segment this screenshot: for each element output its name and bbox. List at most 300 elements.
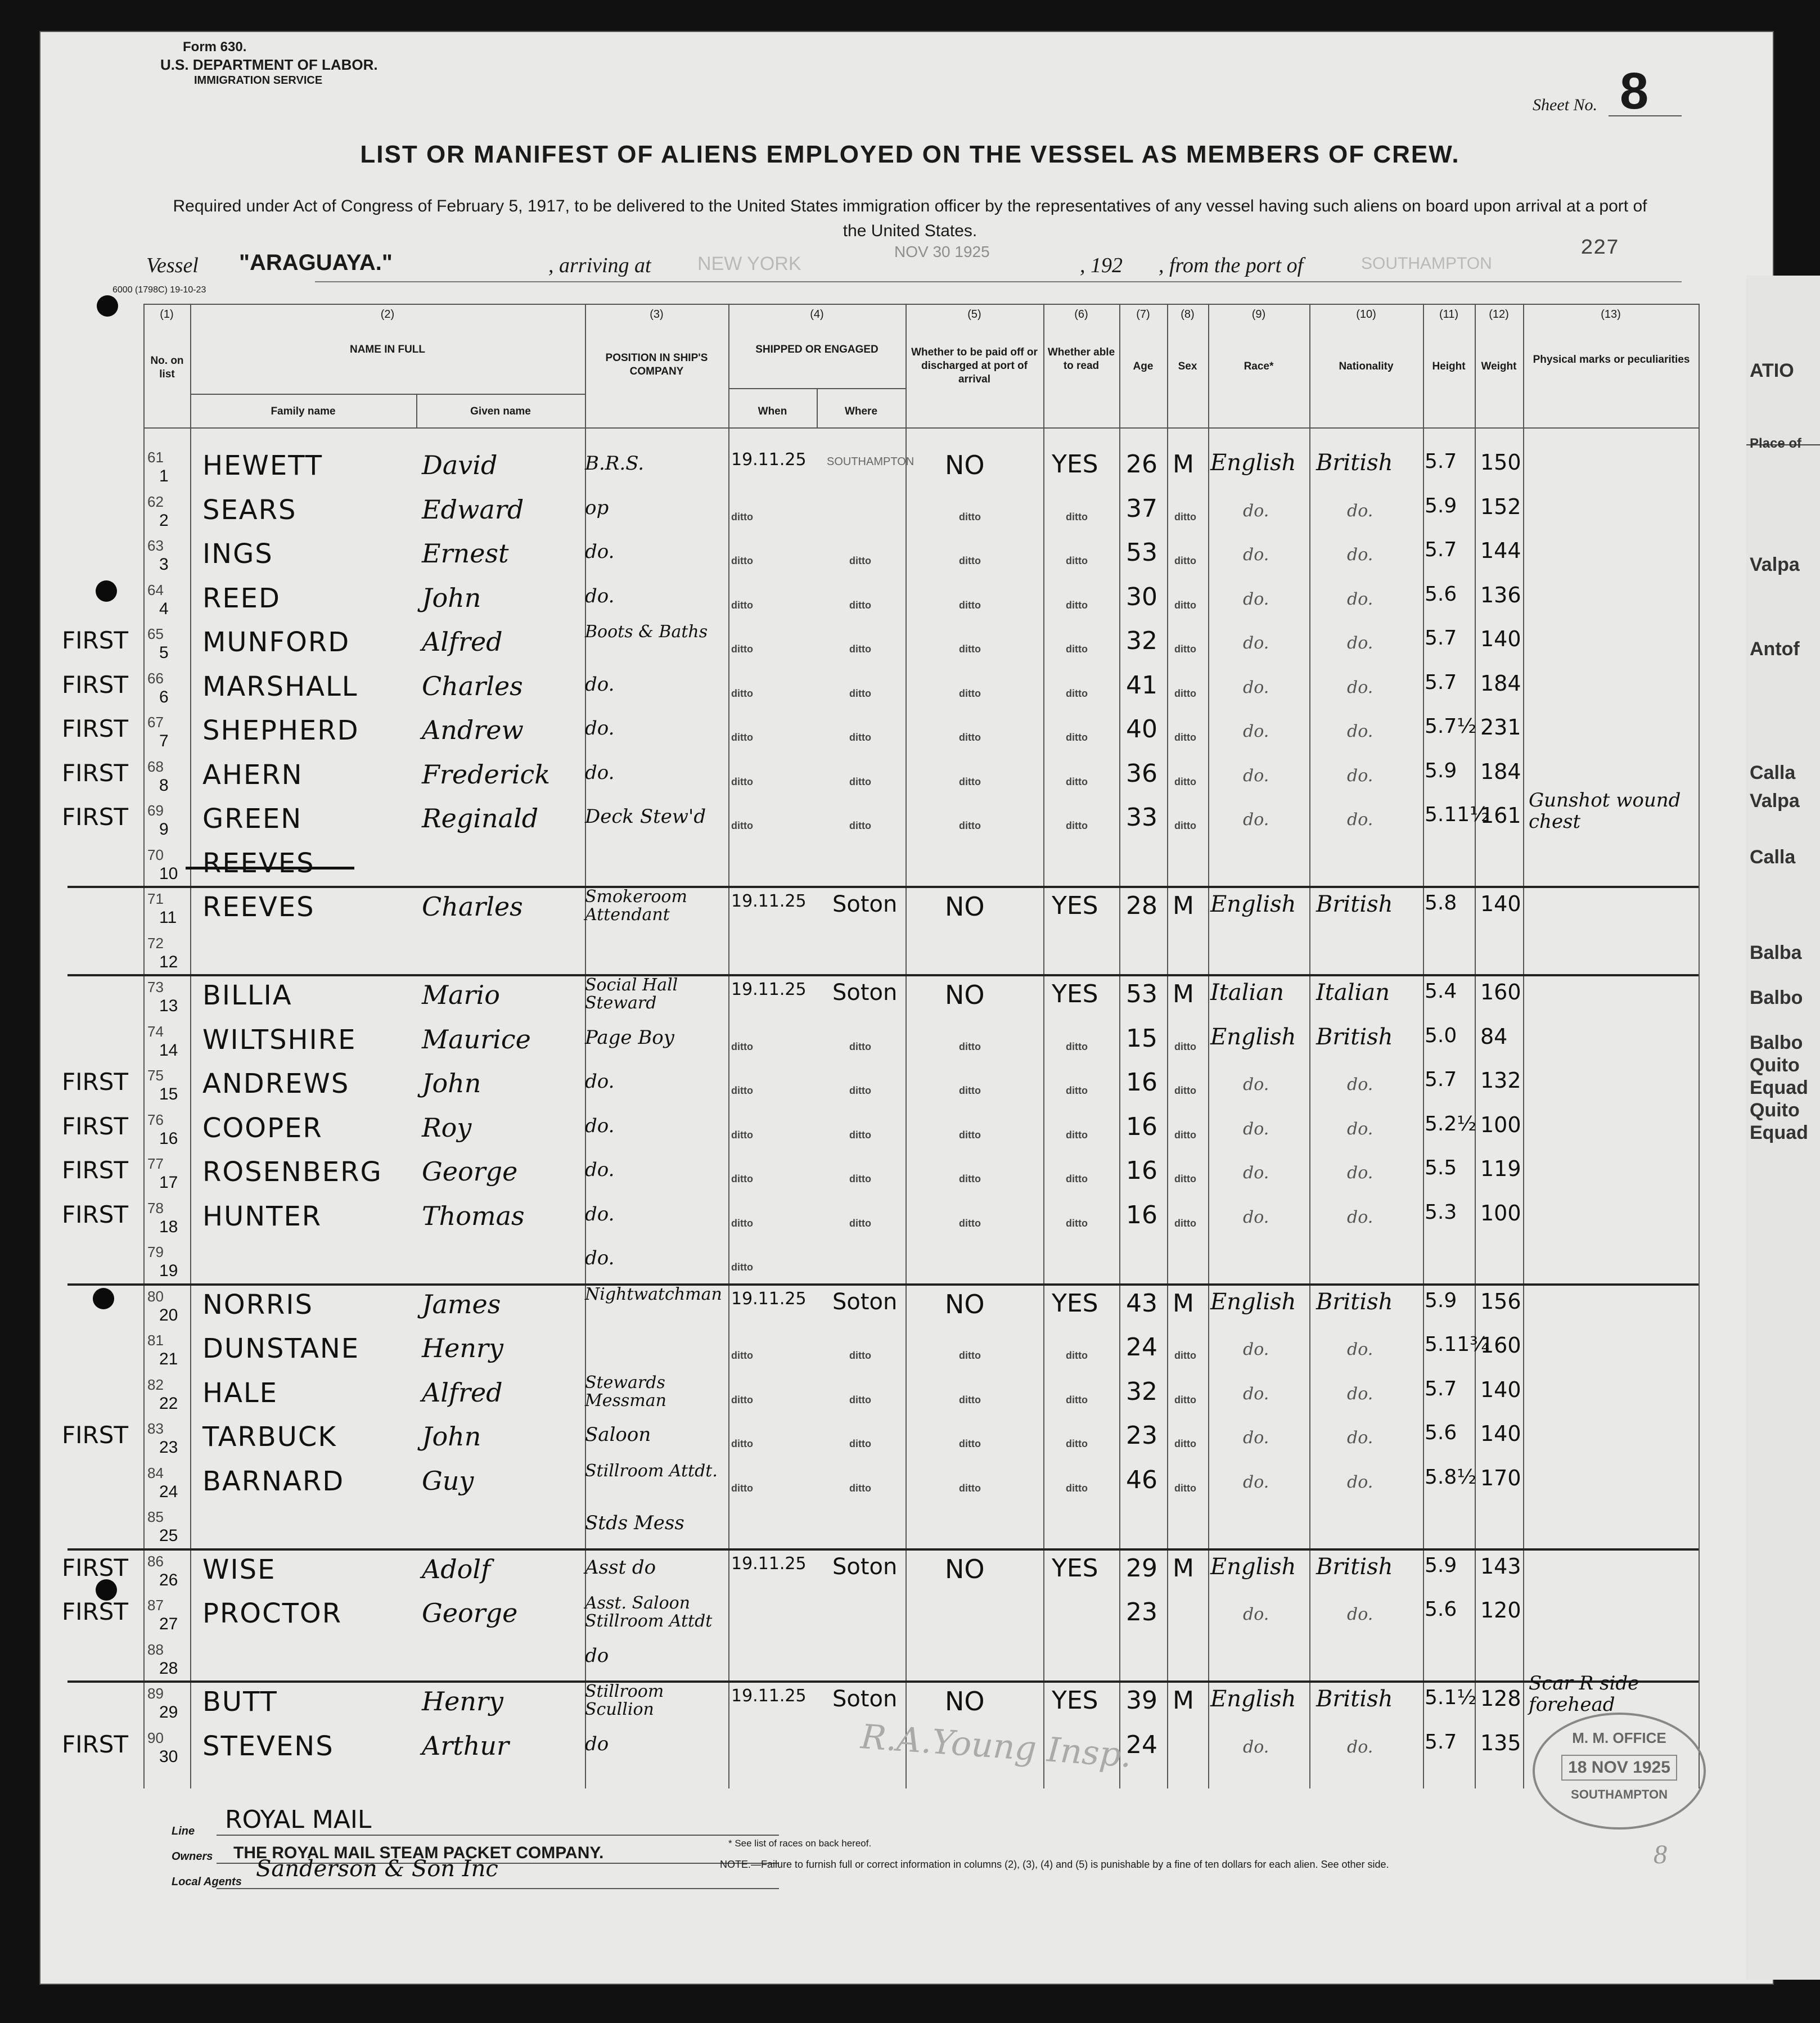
- height: 5.9: [1425, 494, 1457, 517]
- height: 5.7½: [1425, 715, 1477, 738]
- paid-off: ditto: [959, 599, 981, 611]
- nationality: do.: [1347, 1384, 1373, 1404]
- first-class-mark: FIRST: [62, 1421, 129, 1449]
- first-class-mark: FIRST: [62, 670, 129, 699]
- list-number: 27: [159, 1615, 178, 1633]
- when-shipped: ditto: [731, 776, 753, 787]
- age: 53: [1126, 538, 1157, 567]
- age: 53: [1126, 980, 1157, 1008]
- handwritten-number: 73: [147, 979, 164, 995]
- able-to-read: YES: [1052, 1553, 1098, 1583]
- position: Stillroom Attdt.: [585, 1461, 718, 1481]
- punch-hole: [93, 1288, 114, 1309]
- where-shipped: ditto: [849, 776, 871, 787]
- race: do.: [1243, 1428, 1269, 1448]
- age: 16: [1126, 1068, 1157, 1097]
- height: 5.9: [1425, 1288, 1457, 1312]
- handwritten-number: 68: [147, 758, 164, 775]
- column-number: (10): [1356, 308, 1376, 321]
- sheet-count: 227: [1580, 236, 1619, 260]
- year-label: , 192: [1080, 254, 1123, 277]
- weight: 136: [1480, 582, 1521, 607]
- able-to-read: ditto: [1066, 1217, 1088, 1229]
- punch-hole: [96, 580, 117, 602]
- nationality: do.: [1347, 677, 1373, 697]
- first-class-mark: FIRST: [62, 627, 129, 654]
- given-name: Charles: [422, 670, 523, 701]
- race: English: [1210, 1686, 1296, 1712]
- age: 16: [1126, 1112, 1157, 1141]
- sex: ditto: [1174, 1173, 1196, 1184]
- age: 46: [1126, 1465, 1157, 1494]
- given-name: Alfred: [422, 627, 503, 657]
- when-shipped: ditto: [731, 1261, 753, 1273]
- height: 5.7: [1425, 1377, 1457, 1400]
- sex: M: [1173, 1553, 1194, 1583]
- strip-entry: Quito: [1750, 1055, 1800, 1076]
- handwritten-number: 90: [147, 1729, 164, 1746]
- able-to-read: ditto: [1066, 555, 1088, 566]
- list-number: 20: [159, 1305, 178, 1324]
- able-to-read: YES: [1052, 980, 1098, 1008]
- handwritten-number: 79: [147, 1243, 164, 1260]
- group-separator: [67, 1283, 1699, 1286]
- nationality: British: [1316, 1553, 1393, 1580]
- paid-off: NO: [945, 1686, 985, 1716]
- weight: 184: [1480, 670, 1521, 696]
- strip-header: ATIO: [1750, 360, 1794, 381]
- sex: ditto: [1174, 511, 1196, 522]
- position: Stillroom Scullion: [585, 1682, 664, 1719]
- column-number: (3): [650, 308, 664, 321]
- header-family-name: Family name: [271, 405, 336, 417]
- column-number: (5): [967, 308, 981, 321]
- given-name: John: [422, 1421, 481, 1452]
- list-number: 14: [159, 1040, 178, 1060]
- list-number: 26: [159, 1570, 178, 1589]
- sex: ditto: [1174, 820, 1196, 831]
- vessel-name: "ARAGUAYA.": [239, 250, 393, 275]
- paid-off: NO: [945, 450, 985, 480]
- race: do.: [1243, 633, 1269, 653]
- sex: M: [1173, 980, 1194, 1008]
- sex: ditto: [1174, 555, 1196, 566]
- able-to-read: YES: [1052, 1288, 1098, 1318]
- handwritten-number: 67: [147, 714, 164, 731]
- paid-off: ditto: [959, 1085, 981, 1096]
- able-to-read: YES: [1052, 450, 1098, 479]
- given-name: Frederick: [422, 759, 551, 790]
- strikethrough: [186, 867, 354, 869]
- paid-off: ditto: [959, 1394, 981, 1405]
- sex: ditto: [1174, 1040, 1196, 1052]
- position: op: [585, 496, 609, 519]
- position: Smokeroom Attendant: [585, 887, 687, 925]
- header-position: POSITION IN SHIP'S COMPANY: [605, 352, 708, 377]
- race: do.: [1243, 1119, 1269, 1139]
- height: 5.9: [1425, 759, 1457, 782]
- position: Deck Stew'd: [585, 805, 706, 828]
- weight: 132: [1480, 1068, 1521, 1093]
- handwritten-number: 77: [147, 1155, 164, 1172]
- position: Nightwatchman: [585, 1284, 722, 1304]
- column-number: (11): [1439, 308, 1459, 321]
- weight: 143: [1480, 1553, 1521, 1579]
- handwritten-number: 72: [147, 934, 164, 952]
- nationality: do.: [1347, 589, 1373, 609]
- given-name: Henry: [422, 1333, 503, 1363]
- nationality: do.: [1347, 1428, 1373, 1448]
- strip-entry: Antof: [1750, 638, 1800, 660]
- list-number: 16: [159, 1129, 178, 1148]
- sex: ditto: [1174, 643, 1196, 655]
- sex: ditto: [1174, 1085, 1196, 1096]
- handwritten-number: 83: [147, 1420, 164, 1437]
- family-name: BUTT: [202, 1686, 278, 1718]
- first-class-mark: FIRST: [62, 1068, 129, 1096]
- list-number: 25: [159, 1526, 178, 1545]
- position: do.: [585, 761, 615, 784]
- weight: 160: [1480, 1333, 1521, 1358]
- nationality: British: [1316, 1024, 1393, 1050]
- paid-off: ditto: [959, 1217, 981, 1229]
- height: 5.7: [1425, 670, 1457, 694]
- first-class-mark: FIRST: [62, 803, 129, 831]
- able-to-read: ditto: [1066, 776, 1088, 787]
- nationality: British: [1316, 1288, 1393, 1315]
- first-class-mark: FIRST: [62, 759, 129, 787]
- given-name: Andrew: [422, 715, 524, 745]
- position: do.: [585, 1202, 615, 1225]
- family-name: HALE: [202, 1377, 278, 1409]
- nationality: British: [1316, 1686, 1393, 1712]
- adjacent-sheet-strip: [1746, 276, 1820, 1980]
- weight: 84: [1480, 1024, 1508, 1049]
- height: 5.2½: [1425, 1112, 1477, 1136]
- able-to-read: ditto: [1066, 1173, 1088, 1184]
- sheet-number: 8: [1620, 62, 1649, 120]
- family-name: COOPER: [202, 1112, 323, 1144]
- handwritten-number: 61: [147, 449, 164, 466]
- when-shipped: ditto: [731, 1085, 753, 1096]
- sex: ditto: [1174, 687, 1196, 699]
- paid-off: ditto: [959, 687, 981, 699]
- nationality: do.: [1347, 633, 1373, 653]
- given-name: Adolf: [422, 1553, 491, 1584]
- header-sex: Sex: [1178, 361, 1197, 372]
- race: English: [1210, 891, 1296, 917]
- where-shipped: ditto: [849, 1173, 871, 1184]
- family-name: SEARS: [202, 494, 297, 526]
- list-number: 21: [159, 1350, 178, 1368]
- vessel-label: Vessel: [146, 254, 199, 277]
- able-to-read: YES: [1052, 1686, 1098, 1715]
- race: do.: [1243, 1075, 1269, 1094]
- family-name: PROCTOR: [202, 1598, 343, 1629]
- list-number: 9: [159, 820, 169, 839]
- list-number: 28: [159, 1659, 178, 1678]
- from-port: SOUTHAMPTON: [1361, 254, 1492, 273]
- handwritten-number: 82: [147, 1376, 164, 1393]
- handwritten-number: 80: [147, 1287, 164, 1305]
- age: 29: [1126, 1553, 1157, 1583]
- race: English: [1210, 450, 1296, 476]
- given-name: Guy: [422, 1465, 474, 1496]
- list-number: 24: [159, 1482, 178, 1501]
- able-to-read: ditto: [1066, 1040, 1088, 1052]
- family-name: REEVES: [202, 891, 315, 923]
- when-shipped: ditto: [731, 643, 753, 655]
- weight: 140: [1480, 891, 1521, 916]
- race: do.: [1243, 1340, 1269, 1359]
- family-name: ANDREWS: [202, 1068, 350, 1100]
- column-number: (1): [160, 308, 174, 321]
- sex: ditto: [1174, 776, 1196, 787]
- department: U.S. DEPARTMENT OF LABOR.: [160, 56, 378, 73]
- race: English: [1210, 1024, 1296, 1050]
- height: 5.0: [1425, 1024, 1457, 1047]
- given-name: James: [422, 1288, 501, 1319]
- where-shipped: ditto: [849, 687, 871, 699]
- handwritten-number: 86: [147, 1552, 164, 1570]
- given-name: Reginald: [422, 803, 539, 833]
- position: do.: [585, 1114, 615, 1137]
- family-name: AHERN: [202, 759, 303, 791]
- able-to-read: ditto: [1066, 1085, 1088, 1096]
- height: 5.7: [1425, 1068, 1457, 1091]
- where-shipped: Soton: [832, 891, 898, 917]
- handwritten-number: 88: [147, 1641, 164, 1658]
- list-number: 22: [159, 1394, 178, 1413]
- strip-entry: Calla: [1750, 762, 1796, 783]
- form-code: 6000 (1798C) 19-10-23: [112, 285, 206, 295]
- able-to-read: ditto: [1066, 687, 1088, 699]
- race: do.: [1243, 1605, 1269, 1624]
- able-to-read: ditto: [1066, 511, 1088, 522]
- position: Boots & Baths: [585, 622, 708, 642]
- age: 26: [1126, 450, 1157, 479]
- stamp-top: M. M. OFFICE: [1572, 1729, 1666, 1746]
- when-shipped: 19.11.25: [731, 891, 807, 911]
- age: 30: [1126, 582, 1157, 611]
- first-class-mark: FIRST: [62, 1730, 129, 1758]
- where-shipped: Soton: [832, 1686, 898, 1712]
- where-shipped: Soton: [832, 1288, 898, 1315]
- handwritten-number: 63: [147, 537, 164, 554]
- able-to-read: ditto: [1066, 820, 1088, 831]
- nationality: do.: [1347, 545, 1373, 565]
- race: do.: [1243, 765, 1269, 786]
- strip-sub: Place of: [1750, 436, 1802, 451]
- sex: ditto: [1174, 1482, 1196, 1494]
- position: B.R.S.: [585, 452, 645, 475]
- position: do.: [585, 1070, 615, 1093]
- race: Italian: [1210, 980, 1284, 1006]
- weight: 100: [1480, 1200, 1521, 1225]
- strip-entry: Quito: [1750, 1100, 1800, 1121]
- height: 5.9: [1425, 1553, 1457, 1577]
- race: English: [1210, 1288, 1296, 1315]
- able-to-read: ditto: [1066, 599, 1088, 611]
- given-name: Henry: [422, 1686, 503, 1716]
- list-number: 11: [159, 908, 177, 927]
- position: Saloon: [585, 1423, 651, 1446]
- when-shipped: ditto: [731, 1482, 753, 1494]
- when-shipped: ditto: [731, 511, 753, 522]
- where-shipped: ditto: [849, 1438, 871, 1449]
- punch-hole: [97, 295, 118, 317]
- race: English: [1210, 1553, 1296, 1580]
- family-name: SHEPHERD: [202, 715, 359, 746]
- when-shipped: ditto: [731, 1173, 753, 1184]
- race: do.: [1243, 810, 1269, 830]
- where-shipped: ditto: [849, 599, 871, 611]
- group-separator: [67, 886, 1699, 888]
- weight: 184: [1480, 759, 1521, 784]
- given-name: Roy: [422, 1112, 472, 1143]
- weight: 161: [1480, 803, 1521, 828]
- list-number: 10: [159, 864, 178, 883]
- able-to-read: ditto: [1066, 643, 1088, 655]
- handwritten-number: 75: [147, 1067, 164, 1084]
- height: 5.4: [1425, 980, 1457, 1003]
- position: Stewards Messman: [585, 1372, 666, 1411]
- header-nationality: Nationality: [1339, 361, 1394, 372]
- paid-off: ditto: [959, 1482, 981, 1494]
- list-number: 12: [159, 952, 178, 971]
- header-height: Height: [1432, 361, 1466, 372]
- family-name: DUNSTANE: [202, 1333, 360, 1364]
- age: 32: [1126, 1377, 1157, 1406]
- sex: ditto: [1174, 732, 1196, 743]
- age: 16: [1126, 1156, 1157, 1185]
- age: 41: [1126, 670, 1157, 700]
- family-name: REED: [202, 582, 281, 614]
- handwritten-number: 76: [147, 1111, 164, 1128]
- header-paid-off: Whether to be paid off or discharged at port of arrival: [911, 346, 1038, 385]
- nationality: do.: [1347, 1737, 1373, 1757]
- strip-entry: Balbo: [1750, 1032, 1803, 1053]
- header-name-in-full: NAME IN FULL: [349, 344, 426, 355]
- given-name: Thomas: [422, 1200, 525, 1231]
- where-shipped: ditto: [849, 1040, 871, 1052]
- weight: 120: [1480, 1598, 1521, 1623]
- handwritten-number: 71: [147, 890, 164, 907]
- paid-off: ditto: [959, 1129, 981, 1141]
- where-shipped: ditto: [849, 1394, 871, 1405]
- paid-off: ditto: [959, 1040, 981, 1052]
- where-shipped: ditto: [849, 1217, 871, 1229]
- list-number: 13: [159, 997, 178, 1015]
- paid-off: ditto: [959, 511, 981, 522]
- when-shipped: ditto: [731, 687, 753, 699]
- where-shipped: ditto: [849, 732, 871, 743]
- line-label: Line: [172, 1825, 195, 1837]
- paid-off: NO: [945, 1288, 985, 1319]
- list-number: 6: [159, 687, 169, 706]
- race: do.: [1243, 1737, 1269, 1757]
- sex: M: [1173, 450, 1194, 479]
- age: 23: [1126, 1598, 1157, 1626]
- when-shipped: 19.11.25: [731, 1553, 807, 1574]
- paid-off: ditto: [959, 1438, 981, 1449]
- date-stamp: NOV 30 1925: [894, 243, 990, 260]
- nationality: Italian: [1316, 980, 1390, 1006]
- sex: M: [1173, 1686, 1194, 1715]
- race: do.: [1243, 501, 1269, 521]
- where-shipped: ditto: [849, 643, 871, 655]
- sex: M: [1173, 1288, 1194, 1318]
- age: 24: [1126, 1333, 1157, 1362]
- paid-off: ditto: [959, 1350, 981, 1361]
- where-shipped: ditto: [849, 1482, 871, 1494]
- column-number: (2): [380, 308, 395, 321]
- position: do.: [585, 717, 615, 740]
- race: do.: [1243, 1207, 1269, 1227]
- weight: 140: [1480, 627, 1521, 651]
- first-class-mark: FIRST: [62, 715, 129, 742]
- first-class-mark: FIRST: [62, 1553, 129, 1582]
- stamp-date: 18 NOV 1925: [1561, 1755, 1677, 1781]
- paid-off: ditto: [959, 1173, 981, 1184]
- age: 23: [1126, 1421, 1157, 1450]
- first-class-mark: FIRST: [62, 1200, 129, 1228]
- given-name: Arthur: [422, 1730, 509, 1761]
- agents-label: Local Agents: [172, 1876, 242, 1888]
- when-shipped: ditto: [731, 1350, 753, 1361]
- able-to-read: ditto: [1066, 1438, 1088, 1449]
- column-number: (6): [1074, 308, 1088, 321]
- family-name: WISE: [202, 1553, 276, 1585]
- list-number: 5: [159, 643, 169, 662]
- weight: 160: [1480, 980, 1521, 1004]
- paid-off: ditto: [959, 820, 981, 831]
- paid-off: ditto: [959, 643, 981, 655]
- nationality: do.: [1347, 722, 1373, 741]
- paid-off: ditto: [959, 555, 981, 566]
- header-able-read: Whether able to read: [1047, 346, 1115, 372]
- given-name: Maurice: [422, 1024, 531, 1055]
- nationality: do.: [1347, 1472, 1373, 1492]
- able-to-read: ditto: [1066, 1394, 1088, 1405]
- list-number: 19: [159, 1261, 178, 1280]
- family-name: INGS: [202, 538, 273, 570]
- handwritten-number: 64: [147, 581, 164, 598]
- when-shipped: ditto: [731, 1040, 753, 1052]
- age: 32: [1126, 627, 1157, 655]
- column-number: (9): [1251, 308, 1266, 321]
- height: 5.8: [1425, 891, 1457, 914]
- where-shipped: ditto: [849, 1350, 871, 1361]
- header-when: When: [758, 405, 787, 417]
- sex: ditto: [1174, 1217, 1196, 1229]
- when-shipped: 19.11.25: [731, 980, 807, 999]
- nationality: do.: [1347, 810, 1373, 830]
- from-label: , from the port of: [1159, 254, 1304, 277]
- nationality: do.: [1347, 1340, 1373, 1359]
- column-number: (12): [1489, 308, 1509, 321]
- able-to-read: ditto: [1066, 1482, 1088, 1494]
- age: 28: [1126, 891, 1157, 920]
- owners-value: THE ROYAL MAIL STEAM PACKET COMPANY.: [233, 1844, 604, 1862]
- given-name: Ernest: [422, 538, 509, 569]
- height: 5.11½: [1425, 803, 1490, 826]
- when-shipped: ditto: [731, 820, 753, 831]
- weight: 156: [1480, 1288, 1521, 1314]
- paid-off: NO: [945, 1553, 985, 1584]
- sex: ditto: [1174, 1394, 1196, 1405]
- age: 24: [1126, 1730, 1157, 1759]
